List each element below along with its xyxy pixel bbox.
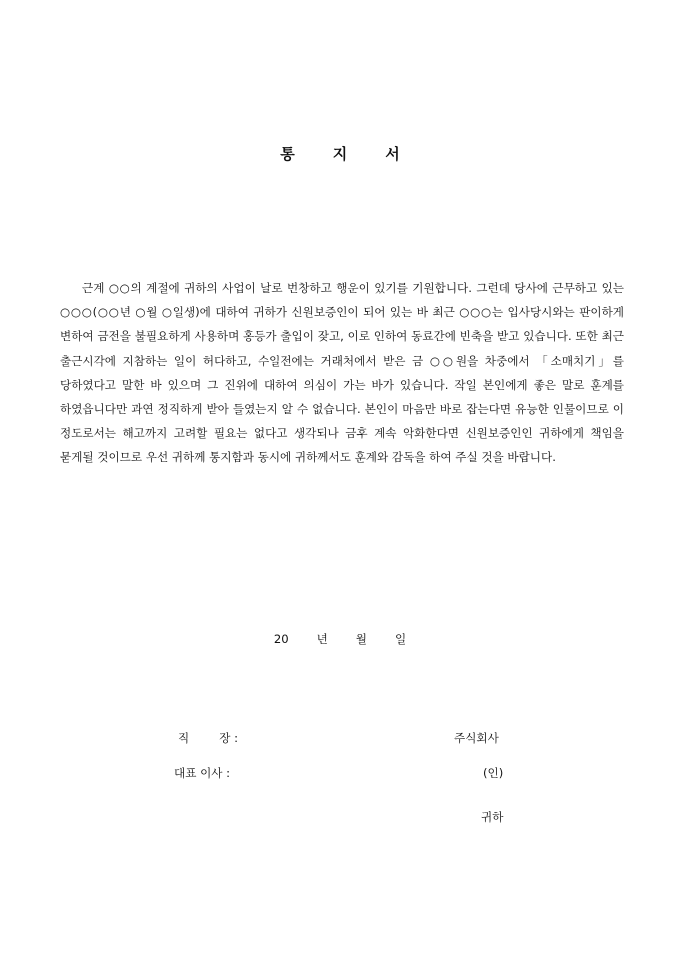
date-line	[0, 631, 680, 647]
date-year-unit: 년	[316, 632, 328, 646]
document-title	[0, 143, 680, 164]
body-paragraph: 근계 ○○의 계절에 귀하의 사업이 날로 번창하고 행운이 있기를 기원합니다. 그런데 당사에 근무하고 있는 ○○○(○○년 ○월 ○일생)에 대하여 귀하가 신원보증인이 되어 있는 바 최근 ○○○는 입사당시와는 판이하게 변하여 금전을 불필요하게 사용하며 홍등가 출입이 잦고, 이로 인하여 동료간에 빈축을 받고 있습니다. 또한 최근 출근시각에 지참하는 일이 허다하고, 수일전에는 거래처에서 받은 금 ○○원을 차중에서 「소매치기」를 당하였다고 말한 바 있으며 그 진위에 대하여 의심이 가는 바가 있습니다. 작일 본인에게 좋은 말로 훈계를 하였읍니다만 과연 정직하게 받아 들였는지 알 수 없습니다. 본인이 마음만 바로 잡는다면 유능한 인물이므로 이 정도로서는 해고까지 고려할 필요는 없다고 생각되나 금후 계속 악화한다면 신원보증인인 귀하에게 책임을 묻게될 것이므로 우선 귀하께 통지함과 동시에 귀하께서도 훈계와 감독을 하여 주실 것을 바랍니다.	[60, 281, 624, 465]
addressee: 귀하	[481, 810, 504, 824]
title-char: 통	[280, 145, 295, 163]
workplace-label-b: 장 :	[219, 731, 238, 745]
title-char: 지	[332, 145, 348, 163]
company-name: 주식회사	[454, 731, 499, 745]
title-char: 서	[385, 145, 400, 163]
workplace-label	[178, 730, 238, 746]
date-day-unit: 일	[394, 632, 407, 646]
seal-mark: (인)	[483, 766, 504, 780]
date-month-unit: 월	[355, 632, 367, 646]
representative-label: 대표 이사 :	[174, 766, 231, 780]
date-year: 20	[273, 632, 289, 646]
workplace-label-a: 직	[178, 731, 190, 745]
